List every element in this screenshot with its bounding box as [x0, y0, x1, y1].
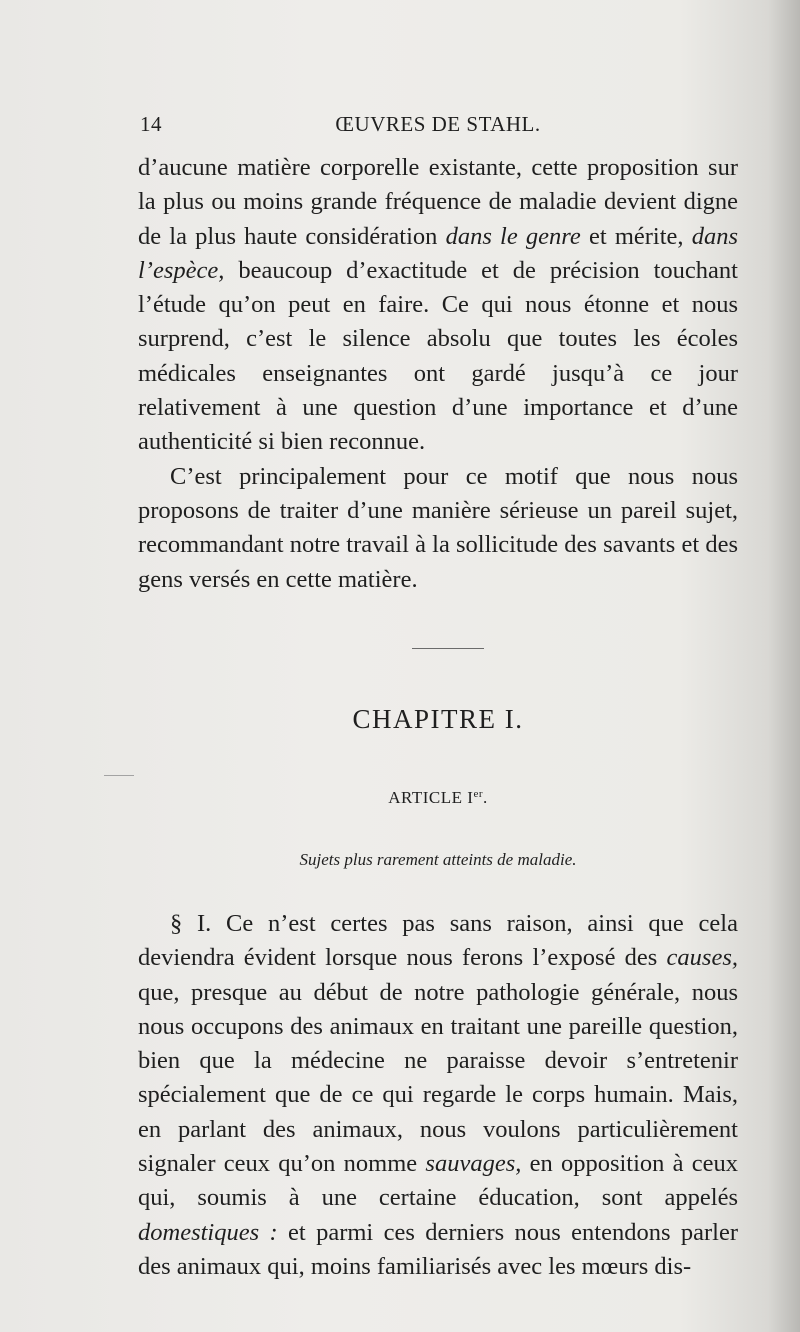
chapter-title: CHAPITRE I. [352, 704, 524, 734]
running-head [140, 112, 736, 142]
text-run: et mérite, [580, 222, 692, 250]
running-title: ŒUVRES DE STAHL. [335, 112, 541, 136]
italic-text: causes, [666, 944, 738, 972]
text-run: que, presque au début de notre pathologie générale, nous nous occupons des animaux en traitant une pareille question, bien que la médecine ne paraisse devoir s’entretenir spécialement que de ce qui regarde le corps humain. Mais, en parlant des animaux, nous voulons particulièrement signaler ceux qu’on nomme [138, 978, 738, 1178]
italic-text: dans le genre [445, 222, 581, 250]
text-run: et parmi ces derniers nous entendons parler des animaux qui, moins familiarisés avec les mœurs dis- [138, 1218, 738, 1280]
paragraph-continued [138, 151, 738, 460]
text-block-top [138, 151, 738, 597]
text-run: beaucoup d’exactitude et de précision touchant l’étude qu’on peut en faire. Ce qui nous étonne et nous surprend, c’est le silence absolu que toutes les écoles médicales enseignantes ont gardé jusqu’à ce jour relativement à une question d’une importance et d’une authenticité si bien reconnue. [138, 256, 738, 456]
italic-text: domestiques : [138, 1218, 278, 1246]
article-period: . [482, 788, 488, 807]
margin-mark [104, 775, 134, 776]
italic-text: dans l’espèce, [138, 222, 738, 284]
article-superscript: er [473, 788, 483, 800]
text-run: § I. Ce n’est certes pas sans raison, ainsi que cela deviendra évident lorsque nous ferons l’exposé des [138, 910, 738, 972]
article-title [138, 788, 738, 808]
italic-text: sauvages, [425, 1150, 522, 1178]
separator-rule [412, 648, 484, 649]
text-run: d’aucune matière corporelle existante, cette proposition sur la plus ou moins grande fréquence de maladie devient digne de la plus haute considération [138, 154, 738, 250]
article-label: ARTICLE I [388, 788, 474, 807]
text-block-bottom [138, 907, 738, 1284]
page-number: 14 [140, 112, 162, 136]
paragraph-section-one [138, 907, 738, 1284]
paragraph: C’est principalement pour ce motif que nous nous proposons de traiter d’une manière sérieuse un pareil sujet, recommandant notre travail à la sollicitude des savants et des gens versés en cette matière. [138, 462, 738, 593]
text-run: en opposition à ceux qui, soumis à une certaine éducation, sont appelés [138, 1150, 739, 1212]
section-title: Sujets plus rarement atteints de maladie. [299, 850, 577, 869]
